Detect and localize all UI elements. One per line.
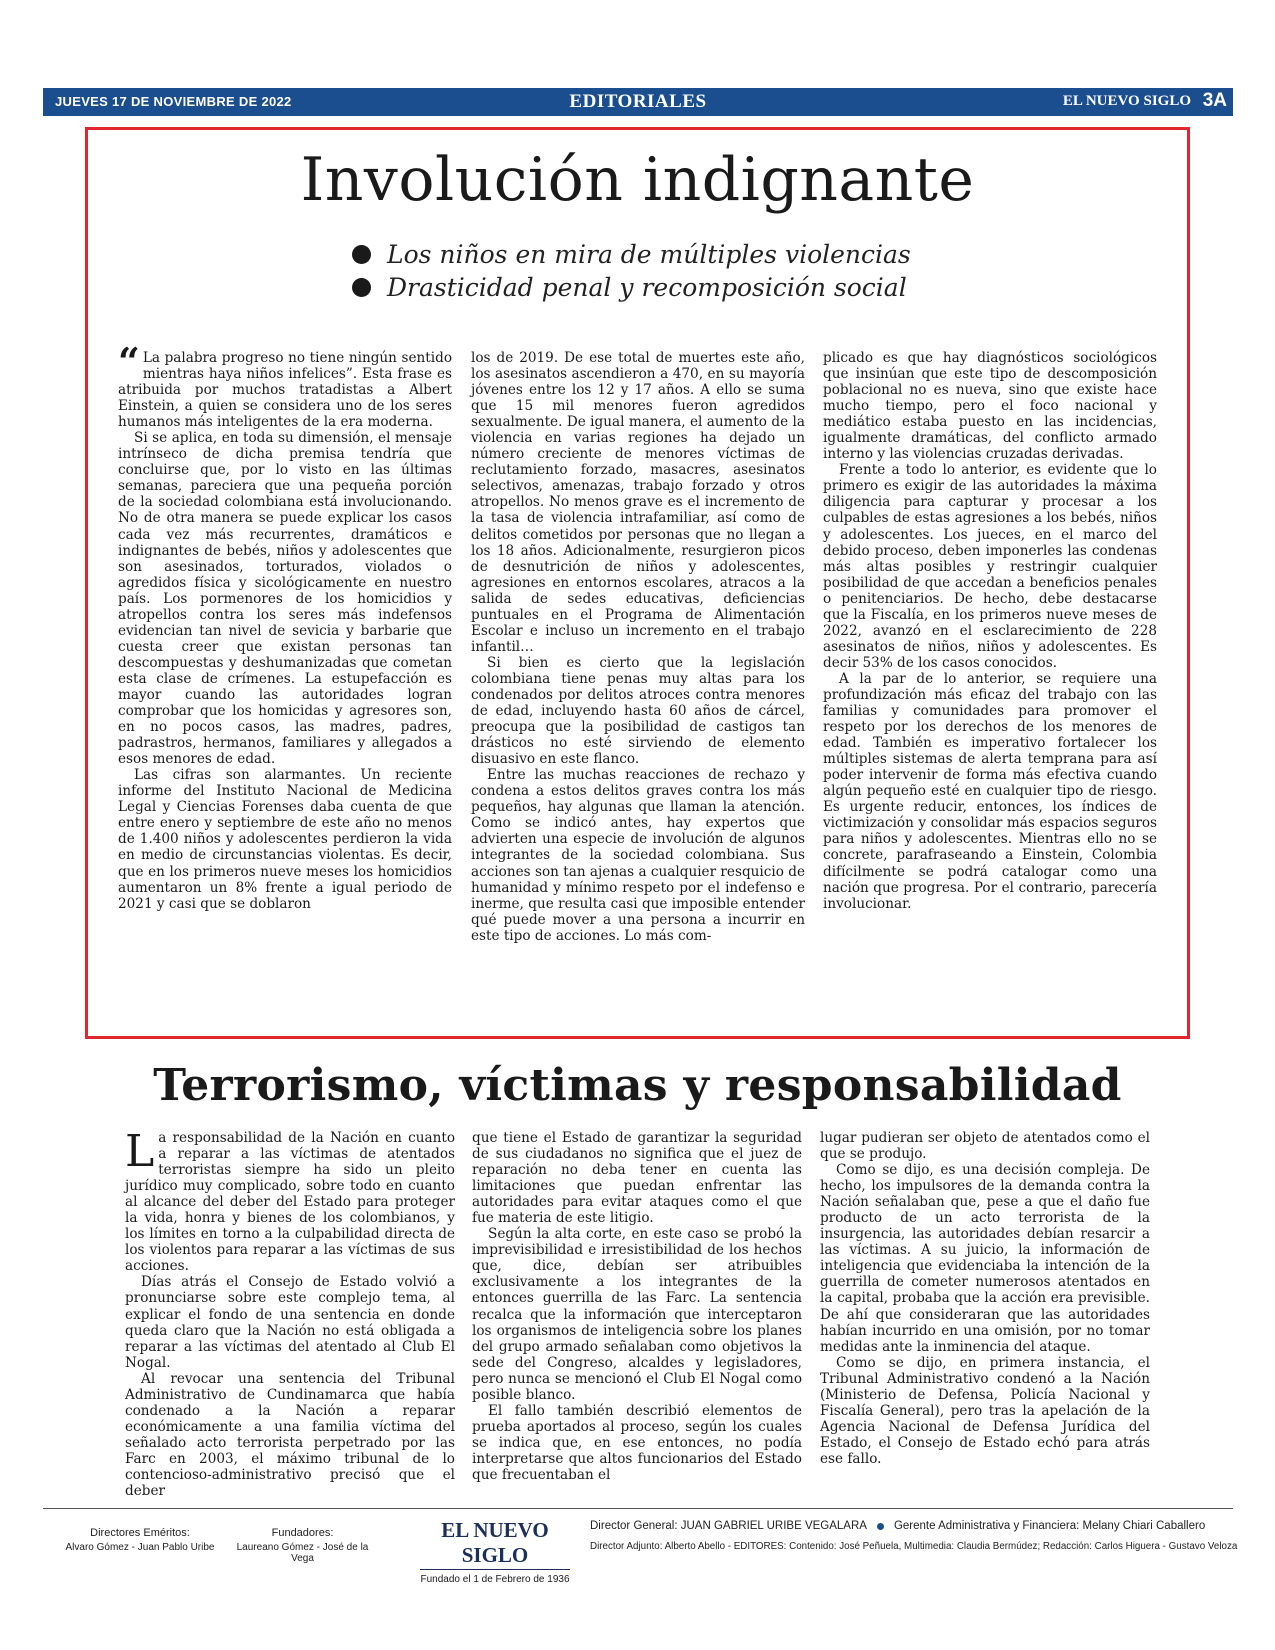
paragraph: El fallo también describió elementos de prueba aportados al proceso, según los cuales se indica que, en ese entonces, no podía interpretarse que altos funcionarios del Estado que frecuentaban el: [472, 1402, 802, 1483]
newspaper-brand: EL NUEVO SIGLO: [1062, 93, 1191, 109]
founded-date: Fundado el 1 de Febrero de 1936: [420, 1574, 570, 1585]
opening-quote: “: [118, 339, 140, 384]
bullet-icon: [352, 245, 371, 264]
staff-credits: [590, 1520, 1238, 1552]
administrative-manager: Gerente Administrativa y Financiera: Melany Chiari Caballero: [893, 1520, 1206, 1532]
paragraph: que tiene el Estado de garantizar la seguridad de sus ciudadanos no significa que el juez de reparación no deba tener en cuenta las limitaciones que puedan enfrentar las autoridades para evitar ataques como el que fue materia de este litigio.: [472, 1130, 802, 1227]
masthead-logo: [420, 1518, 570, 1585]
paragraph: Como se dijo, en primera instancia, el Tribunal Administrativo condenó a la Nación (Ministerio de Defensa, Policía Nacional y Fiscalía General), pero tras la apelación de la Agencia Nacional de Defensa Jurídica del Estado, el Consejo de Estado echó para atrás ese fallo.: [820, 1354, 1150, 1467]
paragraph: plicado es que hay diagnósticos sociológicos que insinúan que este tipo de descomposición poblacional no es nueva, sino que existe hace mucho tiempo, pero el foco nacional y mediático estaba puesto en las incidencias, igualmente dramáticas, del conflicto armado interno y las violencias cruzadas derivadas.: [823, 350, 1157, 463]
paragraph: La responsabilidad de la Nación en cuanto a reparar a las víctimas de atentados terroristas siempre ha sido un pleito jurídico muy complicado, sobre todo en cuanto al alcance del deber del Estado para proteger la vida, honra y bienes de los colombianos, y los límites en torno a la culpabilidad directa de los violentos para reparar a las víctimas de sus acciones.: [125, 1126, 455, 1275]
separator-dot-icon: [877, 1523, 884, 1530]
editorial-2-column-1: [125, 1126, 455, 1500]
director-general: Director General: JUAN GABRIEL URIBE VEGALARA: [590, 1520, 867, 1532]
paragraph: Al revocar una sentencia del Tribunal Administrativo de Cundinamarca que había condenado a la Nación a reparar económicamente a una familia víctima del señalado acto terrorista perpetrado por las Farc en 2003, el máximo tribunal de lo contencioso-administrativo precisó que el deber: [125, 1370, 455, 1500]
paragraph: A la par de lo anterior, se requiere una profundización más eficaz del trabajo con las familias y comunidades para promover el respeto por los derechos de los menores de edad. También es imperativo fortalecer los múltiples sistemas de alerta temprana para así poder intervenir de forma más efectiva cuando algún pequeño esté en cualquier tipo de riesgo. Es urgente reducir, entonces, los índices de victimización y consolidar más espacios seguros para niños y adolescentes. Mientras ello no se concrete, parafraseando a Einstein, Colombia difícilmente se podrá catalogar como una nación que progresa. Por el contrario, parecería involucionar.: [823, 670, 1157, 912]
footer-divider: [43, 1508, 1233, 1509]
paragraph: Días atrás el Consejo de Estado volvió a pronunciarse sobre este complejo tema, al explicar el fondo de una sentencia en donde queda claro que la Nación no está obligada a reparar a las víctimas del atentado al Club El Nogal.: [125, 1274, 455, 1371]
issue-date: JUEVES 17 DE NOVIEMBRE DE 2022: [55, 94, 292, 109]
editorial-2-column-2: [472, 1130, 802, 1483]
paragraph: Entre las muchas reacciones de rechazo y condena a estos delitos graves contra los más pequeños, hay algunas que llaman la atención. Como se indicó antes, hay expertos que advierten una especie de involución de algunos integrantes de la sociedad colombiana. Sus acciones son tan ajenas a cualquier resquicio de humanidad y mínimo respeto por el indefenso e inerme, que resulta casi que imposible entender qué puede mover a una persona a incurrir en este tipo de acciones. Lo más com-: [471, 767, 805, 944]
page-header-bar: [43, 88, 1233, 116]
paragraph: los de 2019. De ese total de muertes este año, los asesinatos ascendieron a 470, en su mayoría jóvenes entre los 12 y 17 años. A ello se suma que 15 mil menores fueron agredidos sexualmente. De igual manera, el aumento de la violencia en varias regiones ha dejado un número creciente de menores víctimas de reclutamiento forzado, masacres, asesinatos selectivos, amenazas, trabajo forzado y otros atropellos. No menos grave es el incremento de la tasa de violencia intrafamiliar, así como de delitos cometidos por personas que no llegan a los 18 años. Adicionalmente, resurgieron picos de desnutrición de niños y adolescentes, agresiones en entornos escolares, atracos a la salida de sedes educativas, deficiencias puntuales en el Programa de Alimentación Escolar e incluso un incremento en el trabajo infantil…: [471, 350, 805, 655]
paragraph: Si bien es cierto que la legislación colombiana tiene penas muy altas para los condenados por delitos atroces contra menores de edad, incluyendo hasta 60 años de cárcel, preocupa que la posibilidad de castigos tan drásticos no esté sirviendo de elemento disuasivo en este flanco.: [471, 654, 805, 768]
paragraph: Frente a todo lo anterior, es evidente que lo primero es exigir de las autoridades la máxima diligencia para capturar y procesar a los culpables de estas agresiones a los bebés, niños y adolescentes. Los jueces, en el marco del debido proceso, deben imponerles las condenas más altas posibles y restringir cualquier posibilidad de que accedan a beneficios penales o penitenciarios. De hecho, debe destacarse que la Fiscalía, en los primeros nueve meses de 2022, avanzó en el esclarecimiento de 228 asesinatos de niños, niños y adolescentes. Es decir 53% de los casos conocidos.: [823, 462, 1157, 671]
logo-text: EL NUEVO SIGLO: [420, 1518, 570, 1570]
editorial-2-column-3: [820, 1130, 1150, 1467]
editorial-1-deck: [352, 238, 972, 304]
editorial-1-column-3: [823, 350, 1157, 912]
directors-names: Alvaro Gómez - Juan Pablo Uribe: [65, 1542, 215, 1553]
founders: [225, 1527, 380, 1564]
deck-text: Los niños en mira de múltiples violencias: [387, 240, 911, 269]
bullet-icon: [352, 278, 371, 297]
editorial-1-column-2: [471, 350, 805, 944]
paragraph: Si se aplica, en toda su dimensión, el mensaje intrínseco de dicha premisa tendría que concluirse que, por lo visto en las últimas semanas, pareciera que una pequeña porción de la sociedad colombiana está involucionando. No de otra manera se puede explicar los casos cada vez más recurrentes, dramáticos e indignantes de bebés, niños y adolescentes que son asesinados, torturados, violados o agredidos física y sicológicamente en nuestro país. Los pormenores de los homicidios y atropellos contra los seres más indefensos evidencian tan nivel de sevicia y barbarie que cuesta creer que existan personas tan descompuestas y deshumanizadas que cometan esta clase de crímenes. La estupefacción es mayor cuando las autoridades logran comprobar que los homicidas y agresores son, en no pocos casos, las madres, padres, padrastros, hermanos, familiares y allegados a esos menores de edad.: [118, 430, 452, 768]
paragraph: Según la alta corte, en este caso se probó la imprevisibilidad e irresistibilidad de los hechos que, dice, debían ser atribuibles exclusivamente a los integrantes de la entonces guerrilla de las Farc. La sentencia recalca que la información que interceptaron los organismos de inteligencia sobre los planes del grupo armado señalaban como objetivos la sede del Congreso, alcaldes y legisladores, pero nunca se mencionó el Club El Nogal como posible blanco.: [472, 1226, 802, 1403]
editorial-2-title: Terrorismo, víctimas y responsabilidad: [153, 1060, 1122, 1111]
deck-item: [352, 271, 972, 304]
directors-label: Directores Eméritos:: [90, 1527, 190, 1539]
section-title: EDITORIALES: [569, 91, 707, 112]
editors-line: Director Adjunto: Alberto Abello - EDITORES: Contenido: José Peñuela, Multimedia: Claudia Bermúdez; Redacción: Carlos Higuera - Gustavo Veloza: [590, 1541, 1238, 1552]
founders-label: Fundadores:: [271, 1527, 334, 1539]
deck-item: [352, 238, 972, 271]
paragraph: Las cifras son alarmantes. Un reciente informe del Instituto Nacional de Medicina Legal y Ciencias Forenses daba cuenta de que entre enero y septiembre de este año no menos de 1.400 niños y adolescentes perdieron la vida en medio de circunstancias violentas. Es decir, que en los primeros nueve meses los homicidios aumentaron un 8% frente a igual periodo de 2021 y casi que se doblaron: [118, 767, 452, 912]
page-number: 3A: [1202, 90, 1227, 111]
deck-text: Drasticidad penal y recomposición social: [387, 273, 907, 302]
founders-names: Laureano Gómez - José de la Vega: [236, 1542, 369, 1564]
paragraph: “ La palabra progreso no tiene ningún sentido mientras haya niños infelices”. Esta frase es atribuida por muchos tratadistas a Albert Einstein, a quien se considera uno de los seres humanos más inteligentes de la era moderna.: [118, 339, 452, 431]
paragraph: lugar pudieran ser objeto de atentados como el que se produjo.: [820, 1130, 1150, 1163]
editorial-1-column-1: [118, 339, 452, 912]
paragraph: Como se dijo, es una decisión compleja. De hecho, los impulsores de la demanda contra la Nación señalaban que, pese a que el daño fue producto de un acto terrorista de la insurgencia, las autoridades debían resarcir a las víctimas. A su juicio, la información de inteligencia que evidenciaba la intención de la guerrilla de cometer numerosos atentados en la capital, probaba que la acción era previsible. De ahí que consideraran que las autoridades habían incurrido en una omisión, por no tomar medidas ante la inminencia del ataque.: [820, 1162, 1150, 1355]
editorial-1-title: Involución indignante: [300, 145, 975, 215]
directors-emeritus: [60, 1527, 220, 1553]
drop-cap: L: [125, 1126, 155, 1177]
